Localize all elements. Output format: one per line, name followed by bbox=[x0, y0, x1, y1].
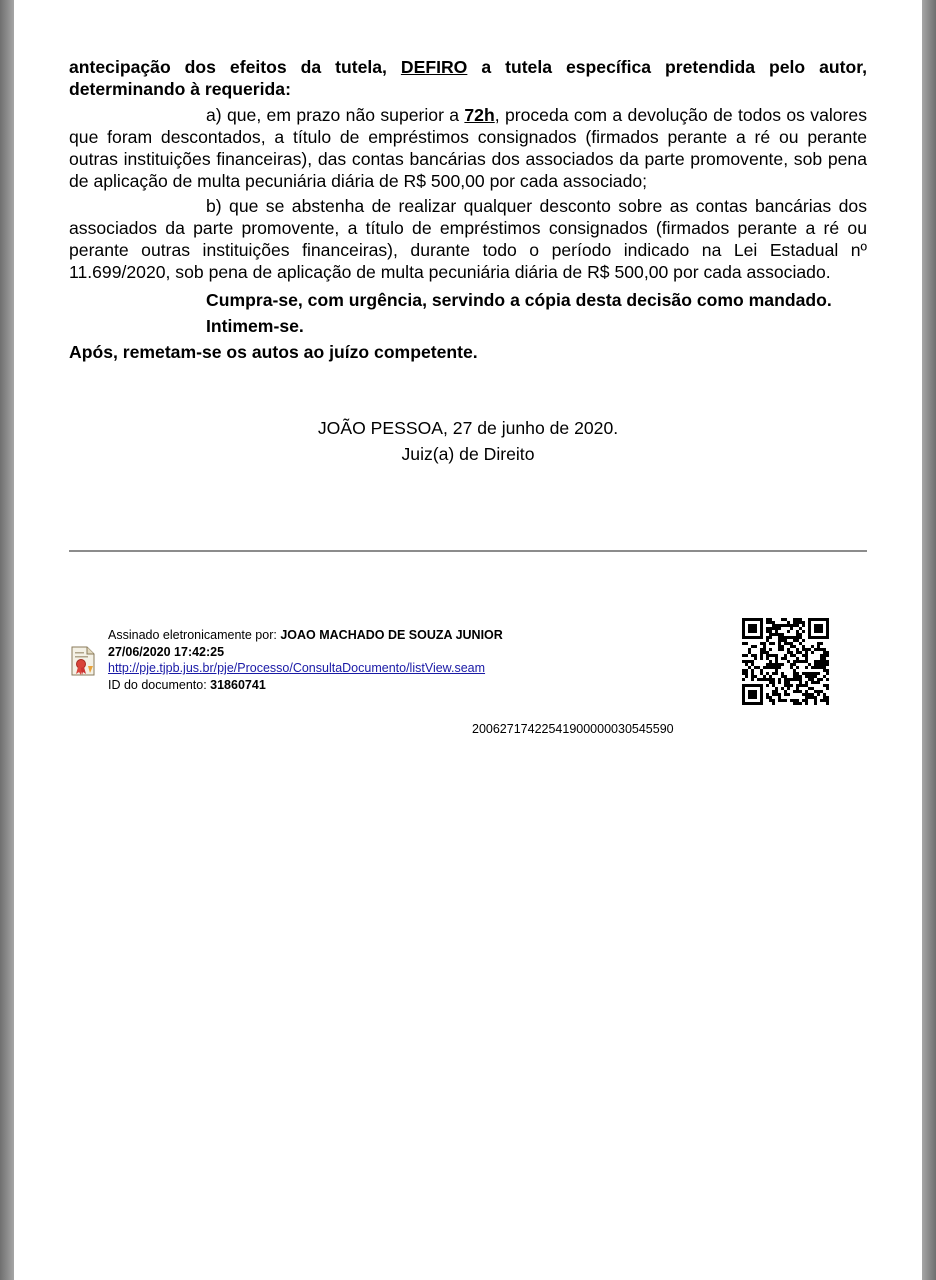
apos-line: Após, remetam-se os autos ao juízo competente. bbox=[69, 342, 478, 362]
signed-by-line bbox=[108, 627, 503, 644]
page-shadow-left bbox=[0, 0, 14, 1280]
place-date: JOÃO PESSOA, 27 de junho de 2020. bbox=[317, 418, 619, 438]
document-id: 31860741 bbox=[210, 677, 266, 692]
signature-datetime: 27/06/2020 17:42:25 bbox=[108, 644, 225, 659]
document-id-label: ID do documento: bbox=[108, 677, 211, 692]
judge-title: Juiz(a) de Direito bbox=[401, 444, 535, 464]
document-id-line bbox=[108, 677, 503, 694]
paragraph-a-start: a) que, em prazo não superior a bbox=[206, 105, 465, 125]
certificate-document-icon bbox=[70, 646, 96, 676]
cumpra-se-line: Cumpra-se, com urgência, servindo a cópia desta decisão como mandado. bbox=[206, 290, 832, 310]
decision-text bbox=[69, 56, 867, 365]
electronic-signature bbox=[108, 627, 503, 693]
paragraph-b: b) que se abstenha de realizar qualquer desconto sobre as contas bancárias dos associados da parte promovente, a título de empréstimos consignados (firmados perante a ré ou perante outras instituições financeiras), durante todo o período indicado na Lei Estadual nº 11.699/2020, sob pena de aplicação de multa pecuniária diária de R$ 500,00 por cada associado. bbox=[69, 196, 867, 282]
intimem-se-line: Intimem-se. bbox=[206, 316, 304, 336]
verification-link[interactable]: http://pje.tjpb.jus.br/pje/Processo/ConsultaDocumento/listView.seam bbox=[108, 661, 486, 675]
divider-line bbox=[69, 550, 867, 552]
qr-code bbox=[742, 618, 829, 705]
paragraph-intro bbox=[69, 56, 867, 100]
intro-text-end: a tutela específica pretendida pelo autor, determinando à requerida: bbox=[69, 57, 867, 99]
signed-by-label: Assinado eletronicamente por: bbox=[108, 628, 281, 642]
paragraph-a bbox=[69, 104, 867, 192]
signer-name: JOAO MACHADO DE SOUZA JUNIOR bbox=[280, 628, 503, 642]
defiro-word: DEFIRO bbox=[400, 57, 468, 77]
paragraph-a-rest: , proceda com a devolução de todos os valores que foram descontados, a título de empréstimos consignados (firmados perante a ré ou perante outras instituições financeiras), das contas bancárias dos associados da parte promovente, sob pena de aplicação de multa pecuniária diária de R$ 500,00 por cada associado; bbox=[69, 105, 867, 191]
barcode-number: 20062717422541900000030545590 bbox=[472, 722, 674, 736]
document-page bbox=[14, 0, 922, 1280]
deadline-72h: 72h bbox=[464, 105, 495, 125]
page-shadow-right bbox=[922, 0, 936, 1280]
intro-text: antecipação dos efeitos da tutela, bbox=[69, 57, 401, 77]
